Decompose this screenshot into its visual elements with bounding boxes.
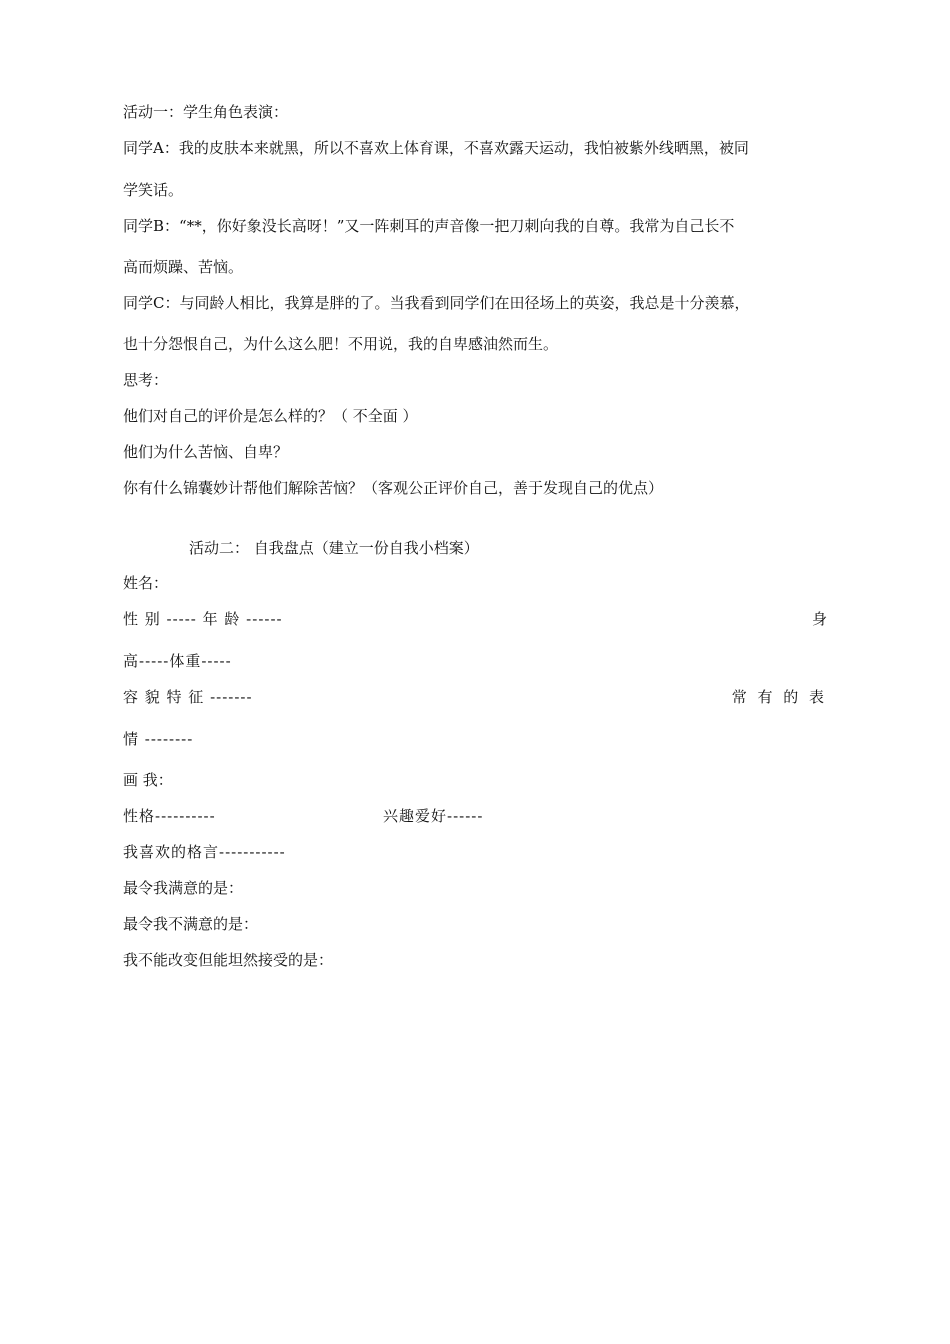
accept-field: 我不能改变但能坦然接受的是： [123, 951, 334, 969]
activity2-heading: 活动二： 自我盘点（建立一份自我小档案） [189, 539, 479, 557]
personality-field: 性格---------- [123, 807, 216, 825]
gender-age-field: 性 别 ----- 年 龄 ------ [123, 610, 283, 628]
student-b-line2: 高而烦躁、苦恼。 [123, 258, 244, 276]
height-char: 身 [811, 610, 827, 628]
gender-age-row [123, 609, 827, 629]
question-3: 你有什么锦囊妙计帮他们解除苦恼？（客观公正评价自己，善于发现自己的优点） [123, 479, 664, 497]
most-satisfied-field: 最令我满意的是： [123, 879, 244, 897]
interests-field: 兴趣爱好------ [383, 807, 484, 825]
least-satisfied-field: 最令我不满意的是： [123, 915, 259, 933]
question-2: 他们为什么苦恼、自卑？ [123, 443, 289, 461]
expression-part: 常 有 的 表 [731, 688, 827, 706]
think-label: 思考： [123, 371, 169, 389]
student-a-line2: 学笑话。 [123, 181, 184, 199]
student-b-line1: 同学B：“**，你好象没长高呀！”又一阵刺耳的声音像一把刀刺向我的自尊。我常为自己长不 [123, 217, 735, 235]
motto-field: 我喜欢的格言----------- [123, 843, 286, 861]
student-c-line1: 同学C：与同龄人相比，我算是胖的了。当我看到同学们在田径场上的英姿，我总是十分羡慕， [123, 294, 750, 312]
appearance-field: 容 貌 特 征 ------- [123, 688, 253, 706]
expression-field: 情 -------- [123, 730, 194, 748]
height-weight-field: 高-----体重----- [123, 652, 232, 670]
question-1: 他们对自己的评价是怎么样的？（ 不全面 ） [123, 407, 418, 425]
name-field: 姓名： [123, 574, 169, 592]
student-c-line2: 也十分怨恨自己，为什么这么肥！不用说，我的自卑感油然而生。 [123, 335, 559, 353]
appearance-row [123, 687, 827, 707]
student-a-line1: 同学A：我的皮肤本来就黑，所以不喜欢上体育课，不喜欢露天运动，我怕被紫外线晒黑，被同 [123, 139, 749, 157]
activity1-heading: 活动一：学生角色表演： [123, 103, 289, 121]
draw-me-field: 画 我： [123, 771, 173, 789]
